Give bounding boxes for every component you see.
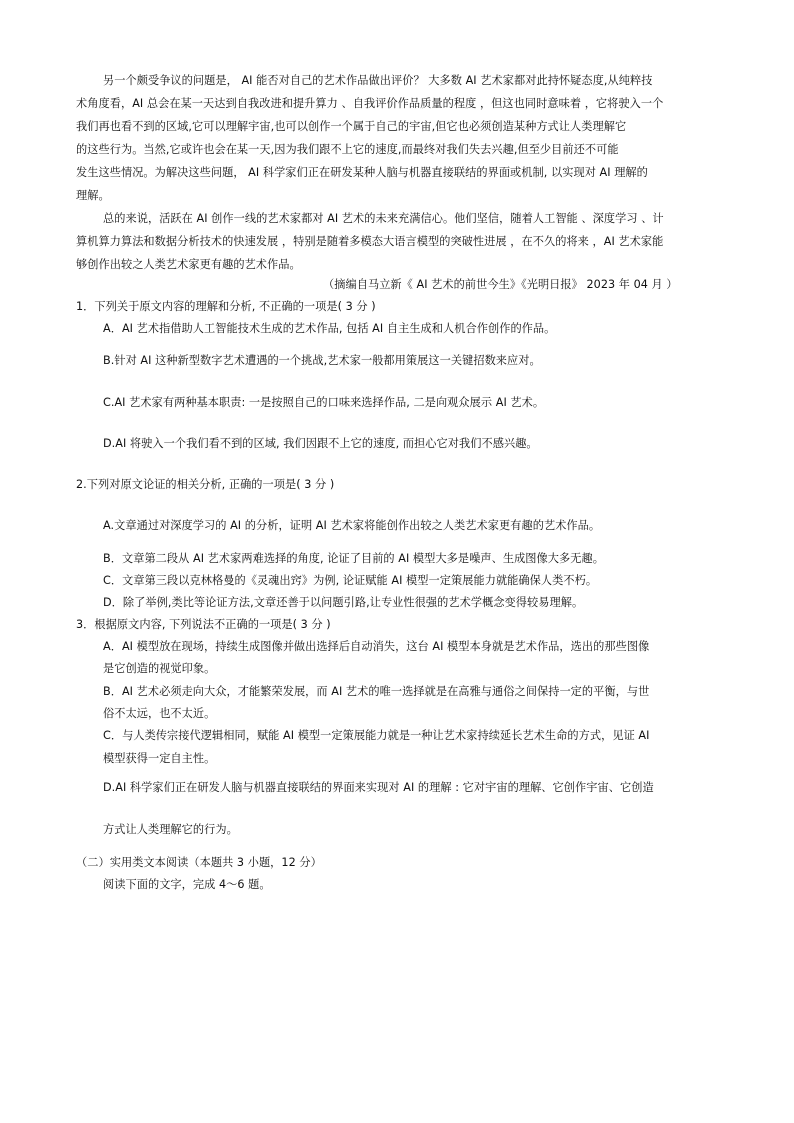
question-3-option-c-cont: 模型获得一定自主性。 xyxy=(103,752,216,765)
question-3-option-a-cont: 是它创造的视觉印象。 xyxy=(103,662,216,675)
paragraph-line: 的这些行为。当然,它或许也会在某一天,因为我们跟不上它的速度,而最终对我们失去兴趣,但至少目前还不可能 xyxy=(76,143,619,156)
question-2-option-c: C．文章第三段以克林格曼的《灵魂出窍》为例, 论证赋能 AI 模型一定策展能力就能确保人类不朽。 xyxy=(103,574,598,587)
question-1-option-c: C.AI 艺术家有两种基本职责: 一是按照自己的口味来选择作品, 二是向观众展示 AI 艺术。 xyxy=(103,396,545,409)
question-2-stem: 2.下列对原文论证的相关分析, 正确的一项是( 3 分 ) xyxy=(76,478,335,491)
paragraph-line: 术角度看，AI 总会在某一天达到自我改进和提升算力 、自我评价作品质量的程度 ，但这也同时意味着 ，它将驶入一个 xyxy=(76,97,664,110)
paragraph-line: 够创作出较之人类艺术家更有趣的艺术作品。 xyxy=(76,258,301,271)
paragraph-line: 总的来说，活跃在 AI 创作一线的艺术家都对 AI 艺术的未来充满信心。他们坚信，随着人工智能 、深度学习 、计 xyxy=(103,212,664,225)
paragraph-line: 算机算力算法和数据分析技术的快速发展 ，特别是随着多模态大语言模型的突破性进展 ，在不久的将来 ，AI 艺术家能 xyxy=(76,235,664,248)
section-2-heading: （二）实用类文本阅读（本题共 3 小题，12 分） xyxy=(76,856,322,869)
question-1-option-a: A．AI 艺术指借助人工智能技术生成的艺术作品, 包括 AI 自主生成和人机合作创作的作品。 xyxy=(103,322,556,335)
section-2-instruction: 阅读下面的文字，完成 4～6 题。 xyxy=(103,878,271,891)
question-3-option-c: C．与人类传宗接代逻辑相同，赋能 AI 模型一定策展能力就是一种让艺术家持续延长艺术生命的方式，见证 AI xyxy=(103,729,650,742)
question-2-option-d: D．除了举例,类比等论证方法,文章还善于以问题引路,让专业性很强的艺术学概念变得较易理解。 xyxy=(103,596,584,609)
question-3-option-b-cont: 俗不太远，也不太近。 xyxy=(103,707,216,720)
question-2-option-a: A.文章通过对深度学习的 AI 的分析，证明 AI 艺术家将能创作出较之人类艺术家更有趣的艺术作品。 xyxy=(103,519,601,532)
question-3-option-d-cont: 方式让人类理解它的行为。 xyxy=(103,823,238,836)
question-1-option-b: B.针对 AI 这种新型数字艺术遭遇的一个挑战,艺术家一般都用策展这一关键招数来应对。 xyxy=(103,354,541,367)
question-3-option-b: B．AI 艺术必须走向大众，才能繁荣发展，而 AI 艺术的唯一选择就是在高雅与通俗之间保持一定的平衡，与世 xyxy=(103,685,650,698)
paragraph-line: 理解。 xyxy=(76,189,110,202)
question-2-option-b: B．文章第二段从 AI 艺术家两难选择的角度, 论证了目前的 AI 模型大多是噪声、生成图像大多无趣。 xyxy=(103,552,604,565)
question-3-option-a: A．AI 模型放在现场，持续生成图像并做出选择后自动消失，这台 AI 模型本身就是艺术作品，选出的那些图像 xyxy=(103,640,650,653)
paragraph-line: 另一个颇受争议的问题是， AI 能否对自己的艺术作品做出评价？ 大多数 AI 艺术家都对此持怀疑态度,从纯粹技 xyxy=(103,74,653,87)
paragraph-line: 我们再也看不到的区域,它可以理解宇宙,也可以创作一个属于自己的宇宙,但它也必须创造某种方式让人类理解它 xyxy=(76,120,627,133)
question-3-option-d: D.AI 科学家们正在研发人脑与机器直接联结的界面来实现对 AI 的理解 : 它对宇宙的理解、它创作宇宙、它创造 xyxy=(103,781,654,794)
paragraph-line: 发生这些情况。为解决这些问题， AI 科学家们正在研发某种人脑与机器直接联结的界面或机制, 以实现对 AI 理解的 xyxy=(76,166,648,179)
question-1-option-d: D.AI 将驶入一个我们看不到的区域, 我们因跟不上它的速度, 而担心它对我们不感兴趣。 xyxy=(103,437,538,450)
question-3-stem: 3．根据原文内容, 下列说法不正确的一项是( 3 分 ) xyxy=(76,618,331,631)
question-1-stem: 1．下列关于原文内容的理解和分析, 不正确的一项是( 3 分 ) xyxy=(76,300,376,313)
source-citation: （摘编自马立新《 AI 艺术的前世今生》《光明日报》 2023 年 04 月 ） xyxy=(323,278,678,291)
